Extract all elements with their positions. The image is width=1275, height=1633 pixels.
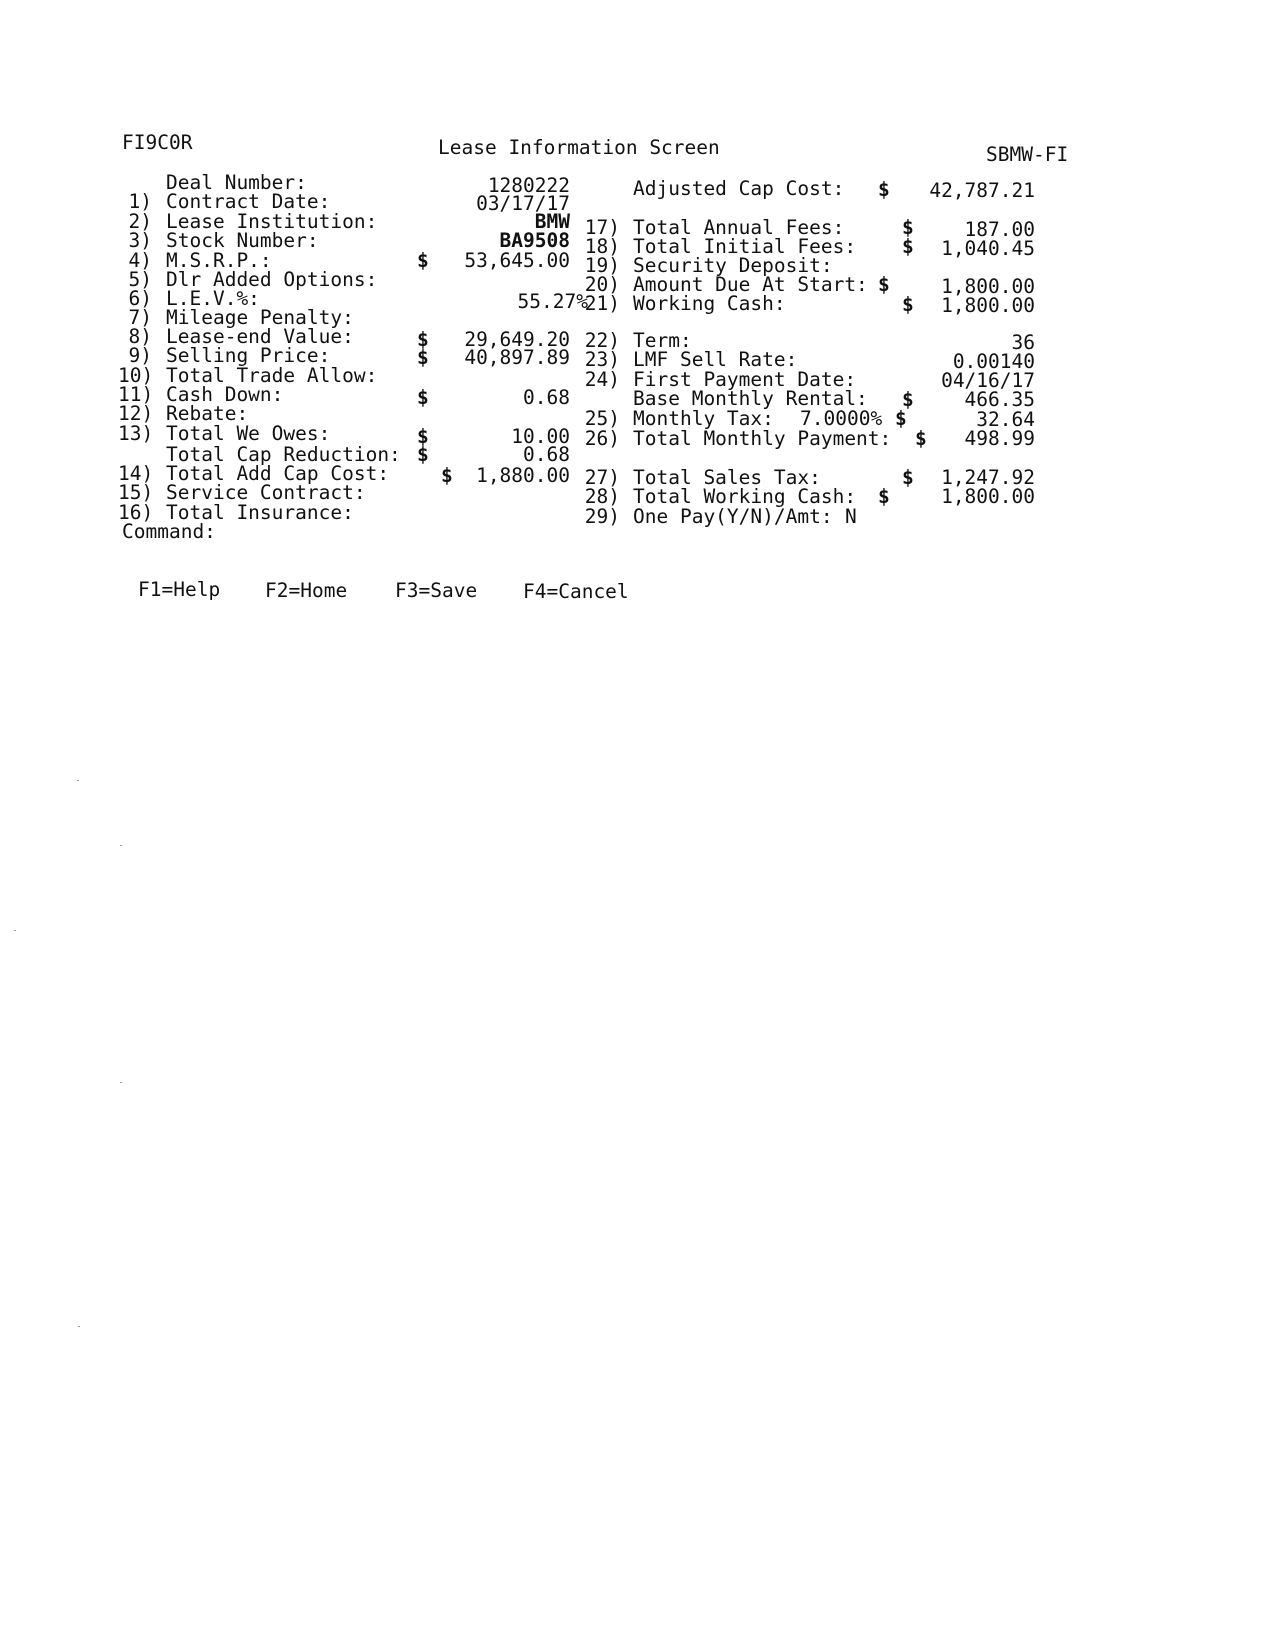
field-label: Total Cap Reduction: <box>166 443 401 466</box>
field-label: Total Add Cap Cost: <box>166 462 390 485</box>
field-label: L.E.V.%: <box>166 287 260 310</box>
field-number: 6) <box>128 287 152 310</box>
field-number: 20) <box>584 273 620 296</box>
field-label: Cash Down: <box>166 383 284 406</box>
field-number: 16) <box>118 501 154 524</box>
field-number: 11) <box>118 383 154 406</box>
currency-symbol: $ <box>902 216 914 239</box>
f3-save-key[interactable]: F3=Save <box>395 579 478 602</box>
command-input[interactable] <box>220 522 520 542</box>
field-label: Stock Number: <box>166 229 319 252</box>
field-number: 24) <box>584 368 620 391</box>
currency-symbol: $ <box>417 249 429 272</box>
deal-number-value[interactable]: 1280222 <box>487 174 570 197</box>
scan-speck <box>78 1326 80 1327</box>
field-label: Lease Institution: <box>166 210 378 233</box>
currency-symbol: $ <box>902 293 914 316</box>
field-number: 13) <box>118 422 154 445</box>
field-label: Total Working Cash: <box>633 485 857 508</box>
scan-speck <box>14 930 16 931</box>
field-number: 4) <box>128 249 152 272</box>
field-number: 10) <box>118 364 154 387</box>
f1-help-key[interactable]: F1=Help <box>138 578 221 601</box>
field-label: Mileage Penalty: <box>166 306 354 329</box>
field-number: 14) <box>118 462 154 485</box>
field-value[interactable]: 04/16/17 <box>941 369 1035 392</box>
scan-speck <box>120 845 122 846</box>
f2-home-key[interactable]: F2=Home <box>265 579 348 602</box>
field-number: 5) <box>128 268 152 291</box>
currency-symbol: $ <box>902 235 914 258</box>
currency-symbol: $ <box>878 485 890 508</box>
field-label: Total Initial Fees: <box>633 235 857 258</box>
field-label: Total Trade Allow: <box>166 364 378 387</box>
field-label: Total Annual Fees: <box>633 216 845 239</box>
field-number: 12) <box>118 402 154 425</box>
field-value[interactable]: 1,040.45 <box>941 237 1035 260</box>
field-number: 25) <box>584 407 620 430</box>
currency-symbol: $ <box>417 425 429 448</box>
page-title: Lease Information Screen <box>438 136 720 159</box>
field-number: 1) <box>128 190 152 213</box>
field-number: 18) <box>584 235 620 258</box>
f4-cancel-key[interactable]: F4=Cancel <box>523 580 629 603</box>
field-value: 498.99 <box>964 427 1035 450</box>
field-label: Base Monthly Rental: <box>633 387 868 410</box>
field-number: 23) <box>584 348 620 371</box>
field-number: 22) <box>584 329 620 352</box>
field-label: Adjusted Cap Cost: <box>633 177 845 200</box>
field-value[interactable]: N <box>845 505 857 528</box>
field-label: Term: <box>633 329 692 352</box>
field-value[interactable]: 53,645.00 <box>464 249 570 272</box>
currency-symbol: $ <box>895 407 907 430</box>
field-number: 27) <box>584 466 620 489</box>
field-number: 29) <box>584 505 620 528</box>
field-value[interactable]: 1,880.00 <box>476 464 570 487</box>
field-label: Amount Due At Start: <box>633 273 868 296</box>
field-label: Dlr Added Options: <box>166 268 378 291</box>
field-value[interactable]: 40,897.89 <box>464 346 570 369</box>
deal-number-label: Deal Number: <box>166 171 307 194</box>
command-label: Command: <box>122 520 216 543</box>
currency-symbol: $ <box>417 443 429 466</box>
field-value[interactable]: 03/17/17 <box>476 192 570 215</box>
currency-symbol: $ <box>441 464 453 487</box>
currency-symbol: $ <box>417 386 429 409</box>
field-label: M.S.R.P.: <box>166 249 272 272</box>
currency-symbol: $ <box>902 388 914 411</box>
field-label: Rebate: <box>166 402 249 425</box>
currency-symbol: $ <box>902 466 914 489</box>
field-label: Contract Date: <box>166 190 331 213</box>
field-value[interactable]: BA9508 <box>499 229 570 252</box>
field-label: Total Insurance: <box>166 501 354 524</box>
field-value[interactable]: 1,800.00 <box>941 275 1035 298</box>
screen-id: FI9C0R <box>122 131 193 154</box>
field-label: Lease-end Value: <box>166 325 354 348</box>
field-number: 15) <box>118 481 154 504</box>
field-value: 32.64 <box>976 408 1035 431</box>
field-value[interactable]: 1,800.00 <box>941 294 1035 317</box>
field-label: LMF Sell Rate: <box>633 348 798 371</box>
field-value: 466.35 <box>964 388 1035 411</box>
currency-symbol: $ <box>915 427 927 450</box>
field-number: 7) <box>128 306 152 329</box>
field-value[interactable]: BMW <box>534 210 570 233</box>
field-value[interactable]: 36 <box>1011 331 1035 354</box>
field-value[interactable]: 0.68 <box>523 386 570 409</box>
field-label: Security Deposit: <box>633 254 833 277</box>
field-value: 42,787.21 <box>929 179 1035 202</box>
field-label: Monthly Tax: <box>633 407 774 430</box>
field-label: Total Monthly Payment: <box>633 427 892 450</box>
currency-symbol: $ <box>417 328 429 351</box>
field-number: 19) <box>584 254 620 277</box>
field-number: 8) <box>128 325 152 348</box>
field-value: 0.68 <box>523 443 570 466</box>
scan-speck <box>77 780 79 781</box>
field-label: Total We Owes: <box>166 422 331 445</box>
field-label: Service Contract: <box>166 481 366 504</box>
scan-speck <box>120 1082 122 1083</box>
field-value: 1,800.00 <box>941 485 1035 508</box>
field-label: Total Sales Tax: <box>633 466 821 489</box>
field-number: 2) <box>128 210 152 233</box>
field-value[interactable]: 55.27% <box>517 290 588 313</box>
field-label: Working Cash: <box>633 292 786 315</box>
field-label: One Pay(Y/N)/Amt: <box>633 505 833 528</box>
field-value[interactable]: 187.00 <box>964 218 1035 241</box>
currency-symbol: $ <box>878 178 890 201</box>
currency-symbol: $ <box>878 273 890 296</box>
currency-symbol: $ <box>417 346 429 369</box>
system-id: SBMW-FI <box>986 143 1069 166</box>
field-value[interactable]: 29,649.20 <box>464 328 570 351</box>
field-number: 9) <box>128 344 152 367</box>
field-label: First Payment Date: <box>633 368 857 391</box>
tax-rate[interactable]: 7.0000% <box>800 407 883 430</box>
field-label: Selling Price: <box>166 344 331 367</box>
field-number: 3) <box>128 229 152 252</box>
field-value[interactable]: 1,247.92 <box>941 466 1035 489</box>
field-number: 21) <box>584 292 620 315</box>
field-number: 17) <box>584 216 620 239</box>
field-number: 28) <box>584 485 620 508</box>
field-value[interactable]: 10.00 <box>511 425 570 448</box>
field-number: 26) <box>584 427 620 450</box>
field-value[interactable]: 0.00140 <box>952 350 1035 373</box>
